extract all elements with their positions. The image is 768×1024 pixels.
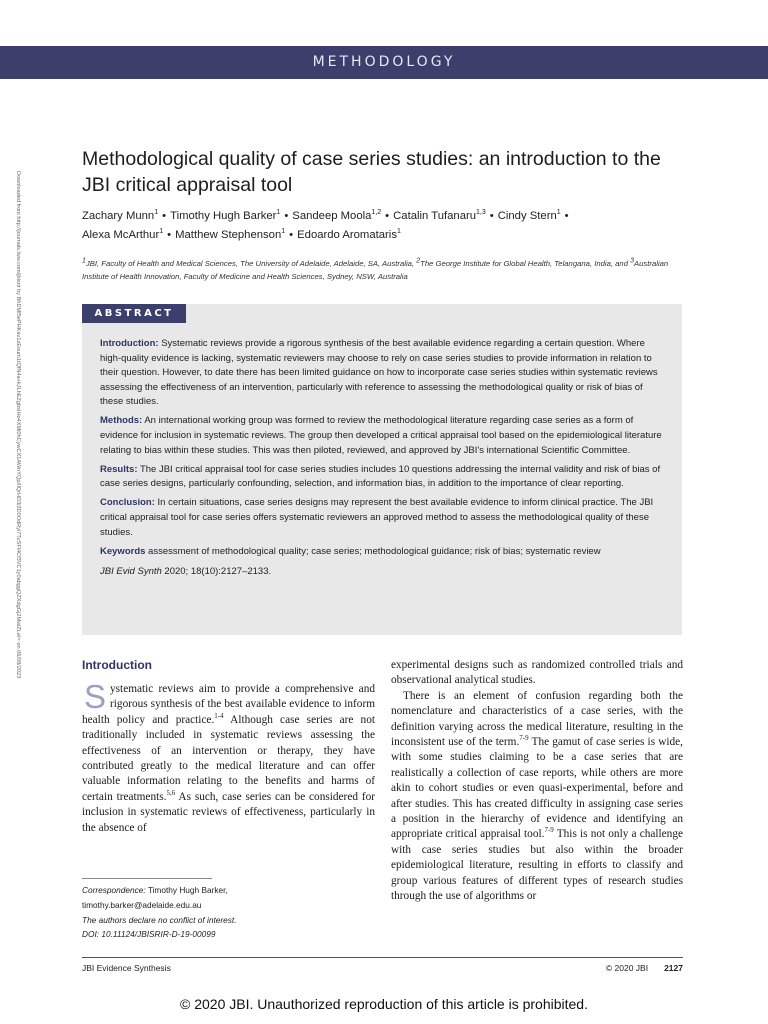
abstract-introduction: Introduction: Systematic reviews provide a rigorous synthesis of the best available evidence regarding a certain question. Where high-quality evidence is lacking, systematic reviewers may choose to rely on case series studies to provide information in relation to their question. However, to date there has been limited guidance on how to incorporate case series studies within systematic reviews assessing the effectiveness of an intervention, particularly with reference to assessing the methodological quality or risk of bias of these studies. <box>100 338 658 408</box>
abstract-citation: JBI Evid Synth 2020; 18(10):2127–2133. <box>100 566 272 578</box>
footer-journal: JBI Evidence Synthesis <box>82 963 171 973</box>
abstract-results: Results: The JBI critical appraisal tool for case series studies includes 10 questions addressing the internal validity and risk of bias of case series designs, particularly confounding, selection, and information bias, in addition to the importance of clear reporting. <box>100 463 661 490</box>
author-name: Cindy Stern$^1$ <box>497 209 561 222</box>
author-separator: • <box>167 229 172 241</box>
abstract-conclusion: Conclusion: In certain situations, case series designs may represent the best available evidence to inform clinical practice. The JBI critical appraisal tool for case series offers systematic reviewers an approved method to assess the methodological quality of these studies. <box>100 497 654 538</box>
footnote-divider <box>82 878 212 879</box>
footer-right <box>606 963 683 973</box>
abstract-keywords: Keywords assessment of methodological quality; case series; methodological guidance; risk of bias; systematic review <box>100 545 601 557</box>
footer-copyright: © 2020 JBI <box>605 963 649 973</box>
page-number: 2127 <box>664 963 683 973</box>
abstract-heading: ABSTRACT <box>82 304 186 323</box>
correspondence-email[interactable]: timothy.barker@adelaide.edu.au <box>82 899 202 910</box>
author-separator: • <box>162 210 167 222</box>
download-notice-text: Downloaded from http://journals.lww.com/jbisrir by BhDMf5ePHKav1zEoum1tQfN4a+kJLhEZgbsIHo4XMi0hCywCX1AWnYQp/IlQrHD3i3D0OdRyi7TvSFl4Cf3VC1y0abggQZXdgGj2MwlZLeI= on 06/08/2023 <box>15 171 21 679</box>
author-name: Catalin Tufanaru$^{1,3}$ <box>393 209 486 222</box>
author-name: Timothy Hugh Barker$^1$ <box>170 209 281 222</box>
introduction-heading: Introduction <box>82 658 152 672</box>
drop-cap: S <box>84 678 107 715</box>
doi: DOI: 10.11124/JBISRIR-D-19-00099 <box>82 929 216 940</box>
author-separator: • <box>289 229 294 241</box>
body-column-right <box>391 658 683 905</box>
author-name: Zachary Munn$^1$ <box>82 209 159 222</box>
article-title: Methodological quality of case series studies: an introduction to the JBI critical appraisal tool <box>82 148 661 196</box>
body-column-left <box>82 678 375 836</box>
conflict-statement: The authors declare no conflict of interest. <box>82 914 237 925</box>
author-name: Matthew Stephenson$^1$ <box>175 228 286 241</box>
copyright-notice: © 2020 JBI. Unauthorized reproduction of this article is prohibited. <box>180 996 588 1012</box>
author-list <box>82 207 692 245</box>
author-separator: • <box>385 210 390 222</box>
abstract-text <box>100 337 666 584</box>
affiliations: $^1$JBI, Faculty of Health and Medical Sciences, The University of Adelaide, Adelaide, SA, Australia, $^2$The George Institute for Global Health, Telangana, India, and $^3$Australian Institute of Health Innovation, Faculty of Medicine and Health Sciences, Sydney, NSW, Australia <box>82 257 669 281</box>
author-separator: • <box>284 210 289 222</box>
download-notice-sidebar <box>3 171 22 679</box>
body-paragraph: There is an element of confusion regarding both the nomenclature and characteristics of a case series, with the definition varying across the medical literature, resulting in the inconsistent use of the term.$^{7-9}$ The gamut of case series is wide, with some studies claiming to be a case series that are realistically a collection of case reports, while others are more akin to cohort studies or even quasi-experimental, before and after studies. This has created difficulty in assigning case series a position in the hierarchy of evidence and identifying an appropriate critical appraisal tool.$^{7-9}$ This is not only a challenge with case series studies but also within the broader epidemiological literature, resulting in efforts to classify and group various features of different types of research studies through the use of algorithms or <box>391 689 683 903</box>
section-header-band <box>0 46 768 79</box>
author-separator: • <box>564 210 569 222</box>
author-name: Alexa McArthur$^1$ <box>82 228 164 241</box>
author-name: Sandeep Moola$^{1,2}$ <box>292 209 382 222</box>
section-label: METHODOLOGY <box>312 54 456 70</box>
abstract-methods: Methods: An international working group was formed to review the methodological literature regarding case series as a form of evidence for inclusion in systematic reviews. The group then developed a critical appraisal tool based on the epidemiological literature relating to bias within these studies. This was then piloted, reviewed, and approved by JBI's international Scientific Committee. <box>100 415 662 456</box>
body-paragraph: Systematic reviews aim to provide a comprehensive and rigorous synthesis of the best available evidence to inform health policy and practice.$^{1-4}$ Although case series are not traditionally included in systematic reviews assessing the effectiveness of an intervention or therapy, they have contributed greatly to the medical literature and can offer valuable information relating to the benefits and harms of certain treatments.$^{5,6}$ As such, case series can be considered for inclusion in systematic reviews of effectiveness, particularly in the absence of <box>82 678 375 834</box>
correspondence-line: Correspondence: Timothy Hugh Barker, <box>82 885 228 895</box>
footer-divider <box>82 957 683 958</box>
body-paragraph: experimental designs such as randomized controlled trials and observational analytical studies. <box>391 659 683 687</box>
correspondence-footnote <box>82 883 375 942</box>
author-name: Edoardo Aromataris$^1$ <box>297 228 401 241</box>
author-separator: • <box>489 210 494 222</box>
